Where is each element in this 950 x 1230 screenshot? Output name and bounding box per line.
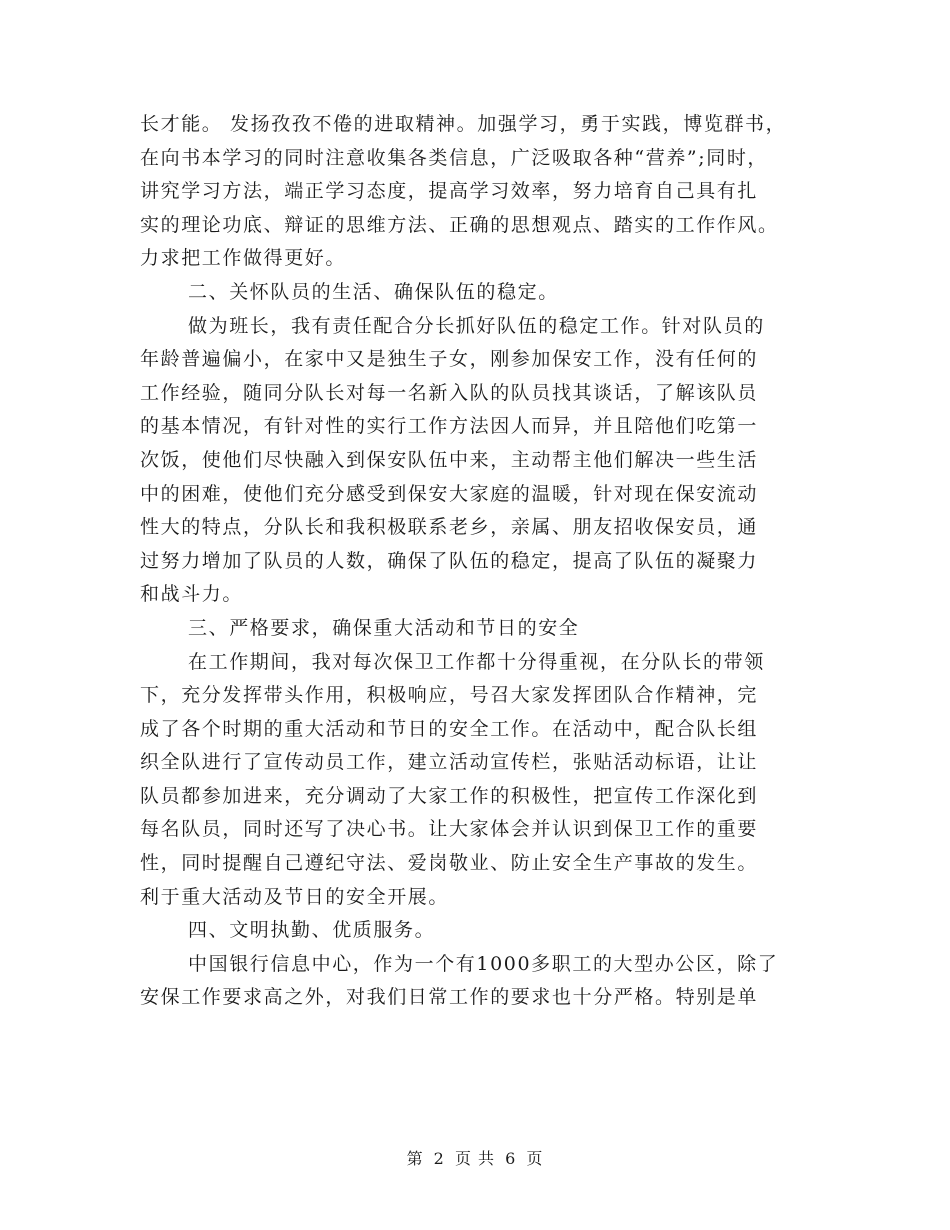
text-line: 中的困难，使他们充分感受到保安大家庭的温暖，针对现在保安流动 (140, 482, 759, 505)
text-line: 在向书本学习的同时注意收集各类信息，广泛吸取各种“营养”;同时， (140, 146, 769, 169)
text-line: 四、文明执勤、优质服务。 (188, 919, 436, 942)
document-body (140, 108, 820, 1015)
footer-page-number: 2 (433, 1149, 445, 1168)
text-line: 长才能。 发扬孜孜不倦的进取精神。加强学习，勇于实践，博览群书， (140, 113, 787, 135)
text-line: 讲究学习方法，端正学习态度，提高学习效率，努力培育自己具有扎 (140, 180, 759, 203)
text-line: 过努力增加了队员的人数，确保了队伍的稳定，提高了队伍的凝聚力 (140, 549, 759, 572)
text-line: 中国银行信息中心，作为一个有1000多职工的大型办公区，除了 (188, 952, 779, 975)
text-line: 性，同时提醒自己遵纪守法、爱岗敬业、防止安全生产事故的发生。 (140, 852, 759, 875)
text-line: 下，充分发挥带头作用，积极响应，号召大家发挥团队合作精神，完 (140, 684, 759, 707)
text-line: 力求把工作做得更好。 (140, 247, 347, 270)
text-line: 队员都参加进来，充分调动了大家工作的积极性，把宣传工作深化到 (140, 784, 759, 807)
text-line: 次饭，使他们尽快融入到保安队伍中来，主动帮主他们解决一些生活 (140, 448, 759, 471)
text-line: 的基本情况，有针对性的实行工作方法因人而异，并且陪他们吃第一 (140, 415, 759, 438)
footer-total-pages: 6 (505, 1149, 517, 1168)
text-line: 工作经验，随同分队长对每一名新入队的队员找其谈话，了解该队员 (140, 381, 759, 404)
text-line: 安保工作要求高之外，对我们日常工作的要求也十分严格。特别是单 (140, 986, 759, 1009)
text-line: 每名队员，同时还写了决心书。让大家体会并认识到保卫工作的重要 (140, 818, 759, 841)
text-line: 二、关怀队员的生活、确保队伍的稳定。 (188, 280, 559, 303)
text-line: 利于重大活动及节日的安全开展。 (140, 885, 450, 908)
text-line: 成了各个时期的重大活动和节日的安全工作。在活动中，配合队长组 (140, 717, 759, 740)
footer-middle: 页 共 (454, 1149, 496, 1168)
text-line: 和战斗力。 (140, 583, 244, 606)
text-line: 三、严格要求，确保重大活动和节日的安全 (188, 616, 580, 639)
text-line: 性大的特点，分队长和我积极联系老乡，亲属、朋友招收保安员，通 (140, 516, 759, 539)
text-line: 年龄普遍偏小，在家中又是独生子女，刚参加保安工作，没有任何的 (140, 348, 759, 371)
text-line: 实的理论功底、辩证的思维方法、正确的思想观点、踏实的工作作风。 (140, 213, 779, 236)
footer-suffix: 页 (526, 1149, 544, 1168)
page-footer (0, 1146, 950, 1169)
footer-prefix: 第 (406, 1149, 424, 1168)
text-line: 做为班长，我有责任配合分长抓好队伍的稳定工作。针对队员的 (188, 314, 765, 337)
text-line: 在工作期间，我对每次保卫工作都十分得重视，在分队长的带领 (188, 650, 765, 673)
text-line: 织全队进行了宣传动员工作，建立活动宣传栏，张贴活动标语，让让 (140, 751, 759, 774)
